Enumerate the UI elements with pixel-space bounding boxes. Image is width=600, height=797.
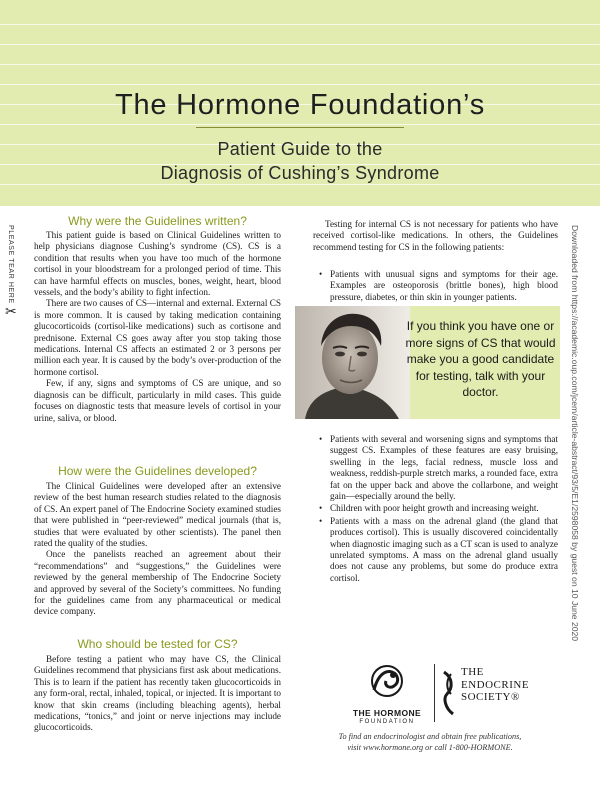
paragraph: Once the panelists reached an agreement about their “recommendations” and “suggestions,” the Guidelines were reviewed by the general membership of The Endocrine Society and approved by several of the Society’s committees. No funding for the guidelines came from any pharmaceutical or medical device company. [34,549,281,617]
tear-label: PLEASE TEAR HERE [7,225,14,304]
list-item: • Children with poor height growth and increasing weight. [318,503,558,514]
paragraph: This patient guide is based on Clinical Guidelines written to help physicians diagnose Cushing’s syndrome (CS). CS is a condition that results when you have too much of the hormone cortisol in your bloodstream for a prolonged period of time. This can have harmful effects on muscles, bones, weight, heart, blood vessels, and the body’s ability to fight infection. [34,230,281,298]
logo-line: SOCIETY® [461,691,520,703]
subtitle-line-1: Patient Guide to the [217,139,383,159]
section-heading-how: How were the Guidelines developed? [58,464,257,478]
logo-line: THE [461,666,484,678]
paragraph: There are two causes of CS—internal and external. External CS is more common. It is caused by taking medication containing glucocorticoids (cortisol-like medications) such as cortisone and prednisone. External CS goes away after you stop taking those medications. Internal CS affects an estimated 2 or 3 persons per million each year. It is caused by the body’s over-production of the hormone cortisol. [34,298,281,377]
paragraph: Testing for internal CS is not necessary for patients who have received cortisol-like medications. In others, the Guidelines recommend testing for CS in the following patients: [313,219,558,252]
paragraph: The Clinical Guidelines were developed after an extensive review of the best human research studies related to the diagnosis of CS. An expert panel of The Endocrine Society examined studies that were published in “peer-reviewed” medical journals (that is, studies that were evaluated by other scientists). The panel then rated the quality of the studies. [34,481,281,549]
list-item: • Patients with a mass on the adrenal gland (the gland that produces cortisol). This is usually discovered coincidentally when diagnostic imaging such as a CT scan is used to analyze unrelated symptoms. A mass on the adrenal gland usually does not cause any problems, but some do produce extra cortisol. [318,516,558,584]
logo-line: FOUNDATION [359,719,415,725]
hormone-foundation-logo [348,662,426,725]
title-divider [196,127,404,128]
section-who-body [34,654,281,734]
footer-note [320,731,540,753]
paragraph: Few, if any, signs and symptoms of CS are unique, and so diagnosis can be difficult, particularly in mild cases. This guide focuses on diagnostic tests that measure levels of cortisol in your urine, saliva, or blood. [34,378,281,423]
footer-line: visit www.hormone.org or call 1-800-HORMONE. [347,743,513,752]
subtitle-line-2: Diagnosis of Cushing’s Syndrome [160,163,440,183]
testing-intro [313,219,558,253]
section-heading-why: Why were the Guidelines written? [68,214,247,228]
callout-quote: If you think you have one or more signs of CS that would make you a good candidate for testing, talk with your doctor. [405,319,556,399]
paragraph: Before testing a patient who may have CS, the Clinical Guidelines recommend that physicians first ask about medications. This is to learn if the patient has recently taken glucocorticoids in any form-oral, rectal, inhaled, topical, or injected. It is important to know that skin creams (including bleaching agents), herbal medications, “tonics,” and joint or nerve injections may include glucocorticoids. [34,654,281,733]
logo-line: ENDOCRINE [461,678,530,691]
list-item: • Patients with several and worsening signs and symptoms that suggest CS. Examples of these features are easy bruising, swelling in the legs, facial redness, muscle loss and weakness, reddish-purple stretch marks, a rounded face, extra fat on the upper back and above the collarbone, and weight gain—especially around the belly. [318,434,558,502]
man-portrait-photo [295,306,410,419]
bullet-list-top [318,269,558,304]
download-note: Downloaded from https://academic.oup.com/jcem/article-abstract/93/5/E1/2598058 by guest on 10 June 2020 [570,225,580,642]
endocrine-society-logo [441,666,561,722]
section-how-body [34,481,281,618]
page-title: The Hormone Foundation’s [114,89,486,121]
section-heading-who: Who should be tested for CS? [77,637,238,651]
hormone-foundation-emblem-icon [348,662,426,700]
page-subtitle [0,137,600,185]
footer-line: To find an endocrinologist and obtain free publications, [338,732,522,741]
list-item: • Patients with unusual signs and symptoms for their age. Examples are osteoporosis (brittle bones), high blood pressure, diabetes, or thin skin in younger patients. [318,269,558,303]
section-why-body [34,230,281,424]
bullet-list-bottom [318,434,558,585]
logo-line: THE HORMONE [352,708,422,718]
scissors-icon: ✂ [5,304,17,320]
endocrine-society-emblem-icon [441,668,457,718]
logo-divider [434,664,435,722]
